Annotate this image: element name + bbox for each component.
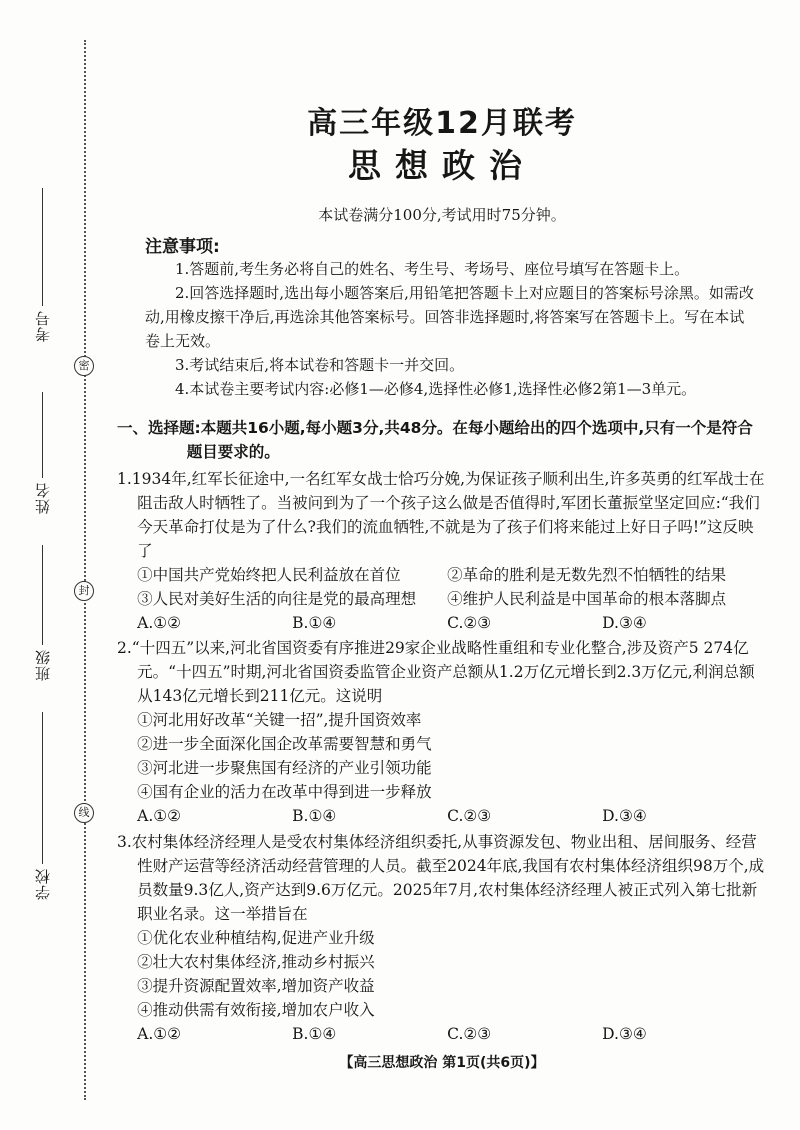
school-field: [32, 712, 53, 900]
statement: ①中国共产党始终把人民利益放在首位: [137, 566, 401, 584]
choice-a: A.①②: [137, 807, 182, 825]
statement-row: [117, 563, 767, 587]
notice-item: 2.回答选择题时,选出每小题答案后,用铅笔把答题卡上对应题目的答案标号涂黑。如需改动,用橡皮擦干净后,再选涂其他答案标号。回答非选择题时,将答案写在答题卡上。写在本试卷上无效。: [145, 284, 754, 350]
choice-c: C.②③: [447, 807, 492, 825]
statement: ①优化农业种植结构,促进产业升级: [137, 929, 375, 947]
seal-mi: 密: [74, 356, 94, 376]
choice-a: A.①②: [137, 1025, 182, 1043]
name-field: [32, 392, 53, 514]
name-blank: [42, 392, 43, 478]
statement-row: [117, 587, 767, 611]
statement: ②进一步全面深化国企改革需要智慧和勇气: [137, 735, 432, 753]
notice-list: [145, 257, 757, 401]
answer-choices: [117, 780, 767, 804]
statement: ③人民对美好生活的向往是党的最高理想: [137, 590, 417, 608]
notice-item: 1.答题前,考生务必将自己的姓名、考生号、考场号、座位号填写在答题卡上。: [175, 260, 690, 278]
seal-xian: 线: [74, 803, 94, 823]
seal-feng: 封: [74, 581, 94, 601]
page-footer: 【高三思想政治 第1页(共6页)】: [339, 1055, 545, 1071]
statement: ④维护人民利益是中国革命的根本落脚点: [447, 590, 727, 608]
exam-title: 高三年级12月联考: [307, 106, 577, 141]
answer-choices: [117, 1022, 767, 1046]
question-3: [117, 830, 767, 1046]
statement: ④推动供需有效衔接,增加农户收入: [137, 1001, 375, 1019]
class-blank: [42, 545, 43, 645]
question-stem: 1.1934年,红军长征途中,一名红军女战士恰巧分娩,为保证孩子顺利出生,许多英勇的红军战士在阻击敌人时牺牲了。当被问到为了一个孩子这么做是否值得时,军团长董振堂坚定回应:“我们今天革命打仗是为了什么?我们的流血牺牲,不就是为了孩子们将来能过上好日子吗!”这反映了: [117, 470, 765, 560]
binding-dotted-line: [84, 40, 86, 1100]
choice-b: B.①④: [292, 807, 337, 825]
question-2: [117, 636, 767, 828]
choice-b: B.①④: [292, 614, 337, 632]
notice-heading: 注意事项:: [145, 237, 220, 257]
statement: ④国有企业的活力在改革中得到进一步释放: [137, 783, 432, 801]
statement: ③河北进一步聚焦国有经济的产业引领功能: [137, 759, 432, 777]
subject-title: 思想政治: [348, 146, 536, 185]
choice-a: A.①②: [137, 614, 182, 632]
exam-number-blank: [42, 188, 43, 306]
question-stem: 3.农村集体经济经理人是受农村集体经济组织委托,从事资源发包、物业出租、居间服务、经营性财产运营等经济活动经营管理的人员。截至2024年底,我国有农村集体经济组织98万个,成员数量9.3亿人,资产达到9.6万亿元。2025年7月,农村集体经济经理人被正式列入第七批新职业名录。这一举措旨在: [117, 833, 765, 923]
question-1: [117, 467, 767, 635]
statement: ②革命的胜利是无数先烈不怕牺牲的结果: [447, 566, 727, 584]
choice-d: D.③④: [602, 614, 647, 632]
exam-note: 本试卷满分100分,考试用时75分钟。: [318, 206, 566, 224]
exam-number-label: 考号: [34, 310, 52, 342]
class-field: [32, 545, 53, 681]
class-label: 班级: [34, 649, 52, 681]
answer-choices: [117, 611, 767, 635]
choice-d: D.③④: [602, 807, 647, 825]
exam-number-field: [32, 188, 53, 342]
statement: ①河北用好改革“关键一招”,提升国资效率: [137, 711, 422, 729]
notice-item: 3.考试结束后,将本试卷和答题卡一并交回。: [175, 356, 465, 374]
school-blank: [42, 712, 43, 864]
statement: ③提升资源配置效率,增加资产收益: [137, 977, 375, 995]
choice-c: C.②③: [447, 614, 492, 632]
choice-c: C.②③: [447, 1025, 492, 1043]
choice-d: D.③④: [602, 1025, 647, 1043]
notice-item: 4.本试卷主要考试内容:必修1—必修4,选择性必修1,选择性必修2第1—3单元。: [175, 380, 697, 398]
choice-b: B.①④: [292, 1025, 337, 1043]
section-heading: 一、选择题:本题共16小题,每小题3分,共48分。在每小题给出的四个选项中,只有一个是符合题目要求的。: [117, 419, 753, 461]
statement: ②壮大农村集体经济,推动乡村振兴: [137, 953, 375, 971]
school-label: 学校: [34, 868, 52, 900]
name-label: 姓名: [34, 482, 52, 514]
answer-choices: [117, 804, 767, 828]
question-stem: 2.“十四五”以来,河北省国资委有序推进29家企业战略性重组和专业化整合,涉及资产5 274亿元。“十四五”时期,河北省国资委监管企业资产总额从1.2万亿元增长到2.3万亿元,利润总额从143亿元增长到211亿元。这说明: [117, 639, 755, 705]
